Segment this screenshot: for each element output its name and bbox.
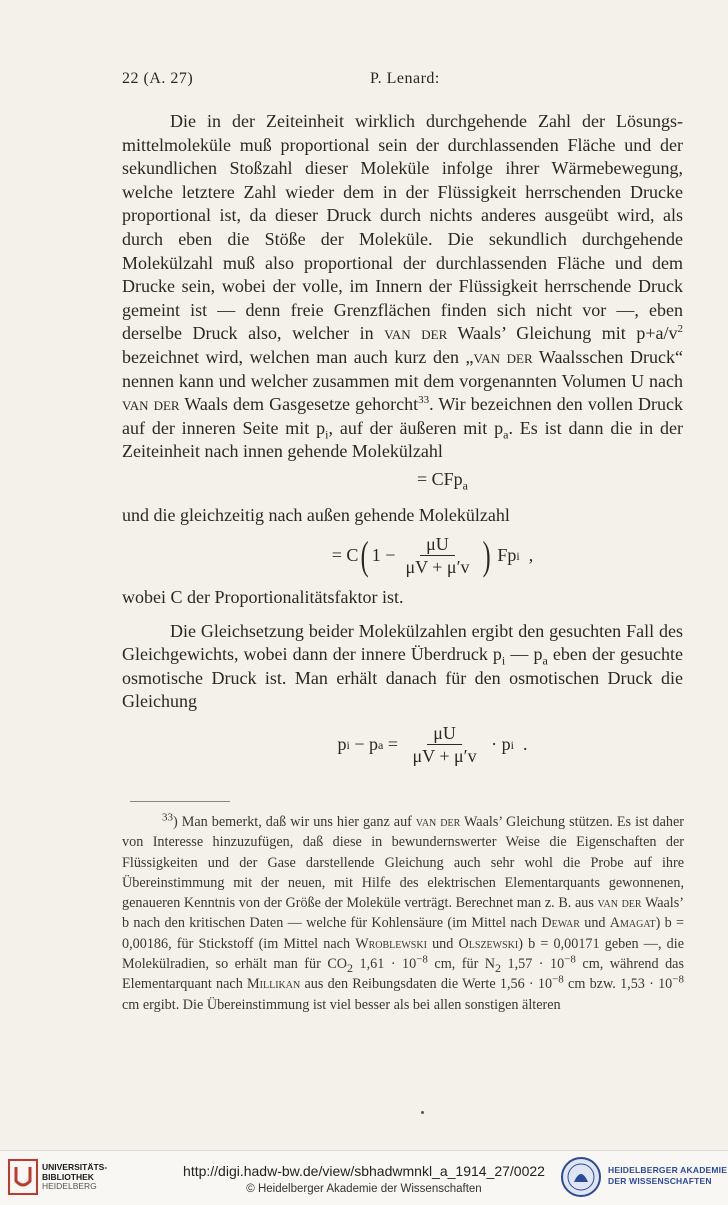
copyright-notice: © Heidelberger Akademie der Wissenschaften bbox=[246, 1183, 482, 1195]
page-speck bbox=[421, 1111, 424, 1114]
main-text bbox=[122, 110, 683, 775]
academy-seal-icon[interactable] bbox=[560, 1156, 602, 1198]
paragraph-1: Die in der Zeiteinheit wirklich durchgehende Zahl der Lösungsmittelmoleküle muß proportional sein der durchlassenden Fläche und der sekundlichen Stoßzahl dieser Moleküle infolge ihrer Wärmebewegung, welche letztere Zahl wieder dem in der Flüssigkeit herrschenden Drucke proportional ist, da dieser Druck durch nichts anderes ausgeübt wird, als durch eben die Stöße der Moleküle. Die sekundlich durchgehende Molekülzahl muß also proportional der durchlassenden Fläche und dem Drucke sein, wobei der volle, im Innern der Flüssigkeit herrschende Druck gemeint ist — denn freie Grenzflächen finden sich nicht vor —, eben derselbe Druck also, welcher in van der Waals’ Gleichung mit $p+a/v^2$ bezeichnet wird, welchen man auch kurz den „van der Waalsschen Druck“ nennen kann und welcher zusammen mit dem vorgenannten Volumen U nach van der Waals dem Gasgesetze gehorcht$^{33}$. Wir bezeichnen den vollen Druck auf der inneren Seite mit $p_i$, auf der äußeren mit $p_a$. Es ist dann die in der Zeiteinheit nach innen gehende Molekülzahl bbox=[122, 111, 683, 462]
fraction: $\frac{\mu U}{\mu V + \mu'v}$ bbox=[412, 723, 477, 767]
footnote-mark: 33 bbox=[162, 811, 173, 824]
footnote-33: $^{33}$) Man bemerkt, daß wir uns hier ganz auf van der Waals’ Gleichung stützen. Es ist daher von Interesse hinzuzufügen, daß diese in bewundernswerter Weise die Eigenschaften der Flüssigkeiten und der Gase darstellende Gleichung auch sehr wohl die Probe auf ihre Übereinstimmung mit der neuen, mit Hilfe des elektrischen Elementarquants gewonnenen, genaueren Kenntnis von der Größe der Moleküle verträgt. Berechnet man z. B. aus van der Waals’ b nach den kritischen Daten — welche für Kohlensäure (im Mittel nach Dewar und Amagat) b = 0,00186, für Stickstoff (im Mittel nach Wroblewski und Olszewski) b = 0,00171 geben —, die Molekülradien, so erhält man für $CO_2$ $1,61 \cdot 10^{-8}$ cm, für $N_2$ $1,57 \cdot 10^{-8}$ cm, während das Elementarquant nach Millikan aus den Reibungsdaten die Werte $1,56 \cdot 10^{-8}$ cm bzw. $1,53 \cdot 10^{-8}$ cm ergibt. Die Übereinstimmung ist viel besser als bei allen sonstigen älteren bbox=[122, 811, 685, 1013]
equation-outflow-out: = C ( 1 − $\frac{\mu U}{\mu V + \mu'v}$ ) Fp i , bbox=[331, 532, 534, 578]
paragraph-2: und die gleichzeitig nach außen gehende Molekülzahl bbox=[122, 504, 510, 525]
page-number: 22 (A. 27) bbox=[122, 70, 194, 87]
paragraph-3: wobei C der Proportionalitätsfaktor ist. bbox=[122, 587, 404, 608]
academy-name: HEIDELBERGER AKADEMIE DER WISSENSCHAFTEN bbox=[608, 1165, 728, 1186]
digitization-footer bbox=[0, 1150, 728, 1205]
footnote-divider bbox=[130, 801, 230, 802]
equation-osmotic-pressure: p i − p a = $\frac{\mu U}{\mu V + \mu'v}$ · p i . bbox=[337, 723, 528, 767]
equation-outflow-in: = CFp$_a$ bbox=[417, 468, 468, 493]
running-author: P. Lenard: bbox=[370, 70, 440, 87]
footnote-ref-33: 33 bbox=[418, 394, 430, 407]
library-name: UNIVERSITÄTS- BIBLIOTHEK HEIDELBERG bbox=[42, 1162, 108, 1191]
source-url-link[interactable]: http://digi.hadw-bw.de/view/sbhadwmnkl_a_1914_27/0022 bbox=[183, 1163, 545, 1179]
running-header bbox=[122, 70, 682, 94]
fraction: $\frac{\mu U}{\mu V + \mu'v}$ bbox=[405, 534, 470, 578]
paragraph-4: Die Gleichsetzung beider Molekülzahlen ergibt den gesuchten Fall des Gleichgewichts, wobei dann der innere Überdruck $p_i$ — $p_a$ eben der gesuchte osmotische Druck ist. Man erhält danach für den osmotischen Druck die Gleichung bbox=[122, 620, 683, 712]
